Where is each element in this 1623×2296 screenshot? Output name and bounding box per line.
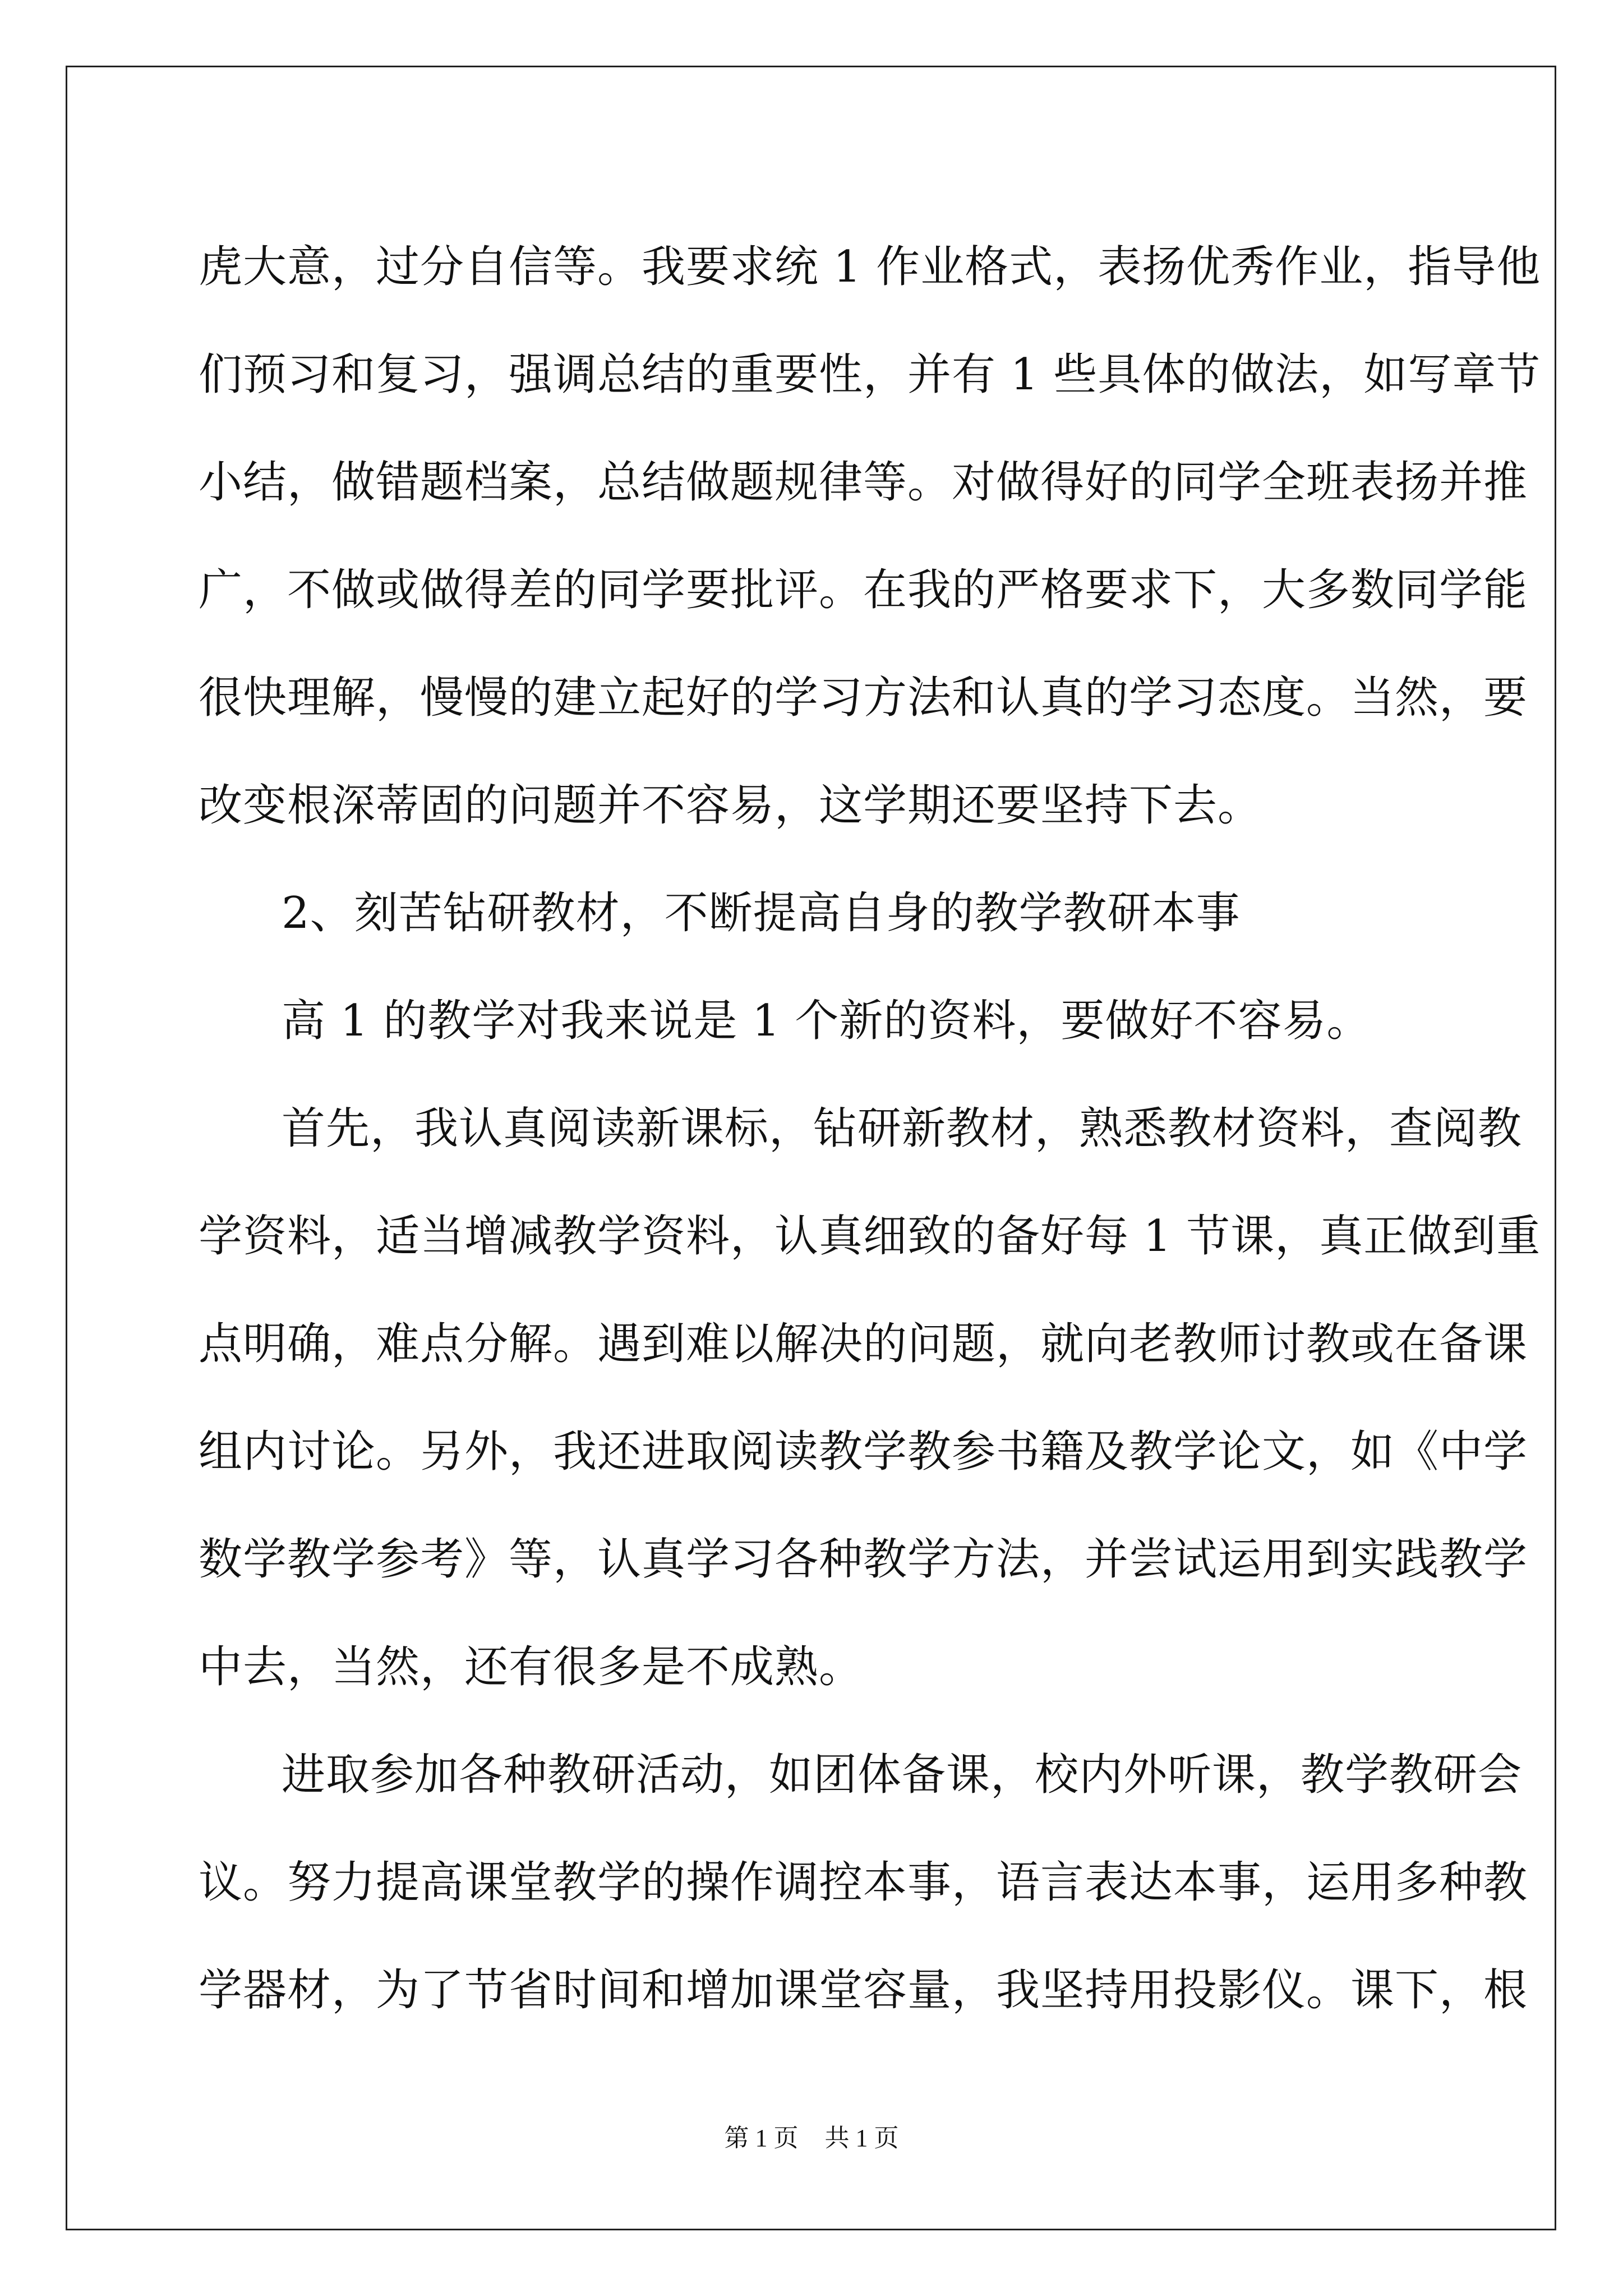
text-line: 学资料，适当增减教学资料，认真细致的备好每 1 节课，真正做到重	[199, 1211, 1541, 1262]
text-line: 高 1 的教学对我来说是 1 个新的资料，要做好不容易。	[282, 996, 1371, 1046]
text-line: 小结，做错题档案，总结做题规律等。对做得好的同学全班表扬并推	[199, 457, 1528, 508]
text-line: 点明确，难点分解。遇到难以解决的问题，就向老教师讨教或在备课	[199, 1319, 1528, 1369]
text-line: 很快理解，慢慢的建立起好的学习方法和认真的学习态度。当然，要	[199, 673, 1528, 723]
text-line: 虎大意，过分自信等。我要求统 1 作业格式，表扬优秀作业，指导他	[199, 242, 1541, 292]
text-line: 学器材，为了节省时间和增加课堂容量，我坚持用投影仪。课下，根	[199, 1965, 1528, 2016]
page-footer	[0, 2118, 1623, 2154]
text-line: 进取参加各种教研活动，如团体备课，校内外听课，教学教研会	[282, 1750, 1523, 1800]
text-line: 议。努力提高课堂教学的操作调控本事，语言表达本事，运用多种教	[199, 1857, 1528, 1908]
section-heading: 2、刻苦钻研教材，不断提高自身的教学教研本事	[282, 888, 1241, 938]
page-number: 第 1 页	[724, 2124, 799, 2152]
text-line: 改变根深蒂固的问题并不容易，这学期还要坚持下去。	[199, 780, 1262, 831]
text-line: 首先，我认真阅读新课标，钻研新教材，熟悉教材资料，查阅教	[282, 1103, 1523, 1154]
text-line: 们预习和复习，强调总结的重要性，并有 1 些具体的做法，如写章节	[199, 349, 1541, 400]
text-line: 组内讨论。另外，我还进取阅读教学教参书籍及教学论文，如《中学	[199, 1427, 1528, 1477]
page-total: 共 1 页	[824, 2124, 899, 2152]
text-line: 广，不做或做得差的同学要批评。在我的严格要求下，大多数同学能	[199, 565, 1528, 615]
text-line: 中去，当然，还有很多是不成熟。	[199, 1642, 864, 1692]
text-line: 数学教学参考》等，认真学习各种教学方法，并尝试运用到实践教学	[199, 1534, 1528, 1585]
document-body	[199, 213, 1541, 2044]
